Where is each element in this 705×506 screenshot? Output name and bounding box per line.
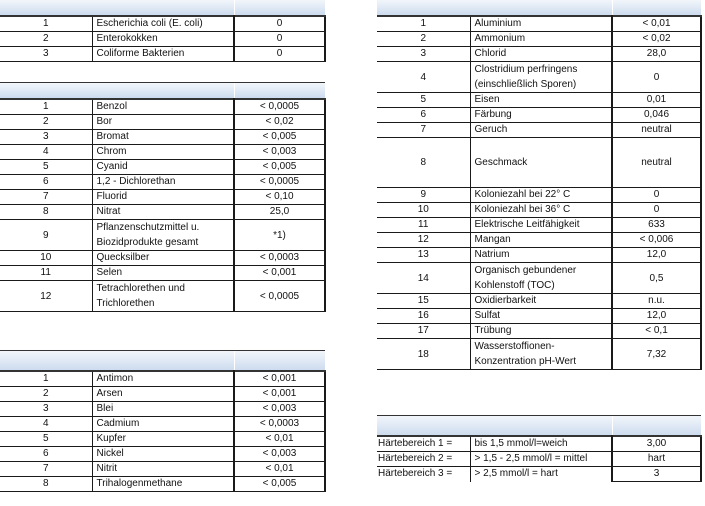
table-row: 11 Elektrische Leitfähigkeit 633 [377, 218, 701, 233]
table-row: 2 Arsen < 0,001 [0, 387, 325, 402]
table-row: 7 Nitrit < 0,01 [0, 462, 325, 477]
table-row: 3 Bromat < 0,005 [0, 130, 325, 145]
table-row: 10 Quecksilber < 0,0003 [0, 251, 325, 266]
table-row: 8 Geschmack neutral [377, 138, 701, 188]
table-row: 6 Färbung 0,046 [377, 108, 701, 123]
table-row: 10 Koloniezahl bei 36° C 0 [377, 203, 701, 218]
table-row: 16 Sulfat 12,0 [377, 309, 701, 324]
table-header [0, 351, 325, 371]
table-row: 14 Organisch gebundener Kohlenstoff (TOC) 0,5 [377, 263, 701, 294]
table-row: 1 Antimon < 0,001 [0, 371, 325, 387]
table-row: 4 Clostridium perfringens (einschließlich Sporen) 0 [377, 62, 701, 93]
table-row: 12 Mangan < 0,006 [377, 233, 701, 248]
table-row: 2 Ammonium < 0,02 [377, 32, 701, 47]
table-row: 13 Natrium 12,0 [377, 248, 701, 263]
table-row: 8 Nitrat 25,0 [0, 205, 325, 220]
table-header [0, 83, 325, 99]
table-row: 4 Chrom < 0,003 [0, 145, 325, 160]
table-header [377, 0, 701, 16]
table-row: 1 Aluminium < 0,01 [377, 16, 701, 32]
table-row: 17 Trübung < 0,1 [377, 324, 701, 339]
table-row: 2 Bor < 0,02 [0, 115, 325, 130]
table-row: 1 Benzol < 0,0005 [0, 99, 325, 115]
table-header [0, 0, 325, 16]
table-row: 4 Cadmium < 0,0003 [0, 417, 325, 432]
table-hardness [377, 416, 702, 482]
table-row: 9 Koloniezahl bei 22° C 0 [377, 188, 701, 203]
table-chemical-1 [0, 83, 326, 312]
table-row: 3 Blei < 0,003 [0, 402, 325, 417]
table-row: 2 Enterokokken 0 [0, 32, 325, 47]
table-row: 7 Geruch neutral [377, 123, 701, 138]
table-row: 12 Tetrachlorethen und Trichlorethen < 0,0005 [0, 281, 325, 312]
table-header [377, 416, 701, 436]
table-indicator [377, 0, 702, 370]
table-row: 6 Nickel < 0,003 [0, 447, 325, 462]
table-row: 5 Eisen 0,01 [377, 93, 701, 108]
table-row: 3 Coliforme Bakterien 0 [0, 47, 325, 62]
table-row: 5 Kupfer < 0,01 [0, 432, 325, 447]
table-microbiological [0, 0, 326, 62]
table-row: 15 Oxidierbarkeit n.u. [377, 294, 701, 309]
table-row: 7 Fluorid < 0,10 [0, 190, 325, 205]
table-row: Härtebereich 1 = bis 1,5 mmol/l=weich 3,00 [377, 436, 701, 452]
table-row: 3 Chlorid 28,0 [377, 47, 701, 62]
table-row: 6 1,2 - Dichlorethan < 0,0005 [0, 175, 325, 190]
table-row: Härtebereich 3 = > 2,5 mmol/l = hart 3 [377, 467, 701, 482]
table-row: 11 Selen < 0,001 [0, 266, 325, 281]
table-row: 9 Pflanzenschutzmittel u. Biozidprodukte gesamt *1) [0, 220, 325, 251]
table-row: 8 Trihalogenmethane < 0,005 [0, 477, 325, 492]
table-row: 18 Wasserstoffionen-Konzentration pH-Wert 7,32 [377, 339, 701, 370]
table-row: 1 Escherichia coli (E. coli) 0 [0, 16, 325, 32]
table-chemical-2 [0, 351, 326, 492]
table-row: 5 Cyanid < 0,005 [0, 160, 325, 175]
table-row: Härtebereich 2 = > 1,5 - 2,5 mmol/l = mittel hart [377, 452, 701, 467]
